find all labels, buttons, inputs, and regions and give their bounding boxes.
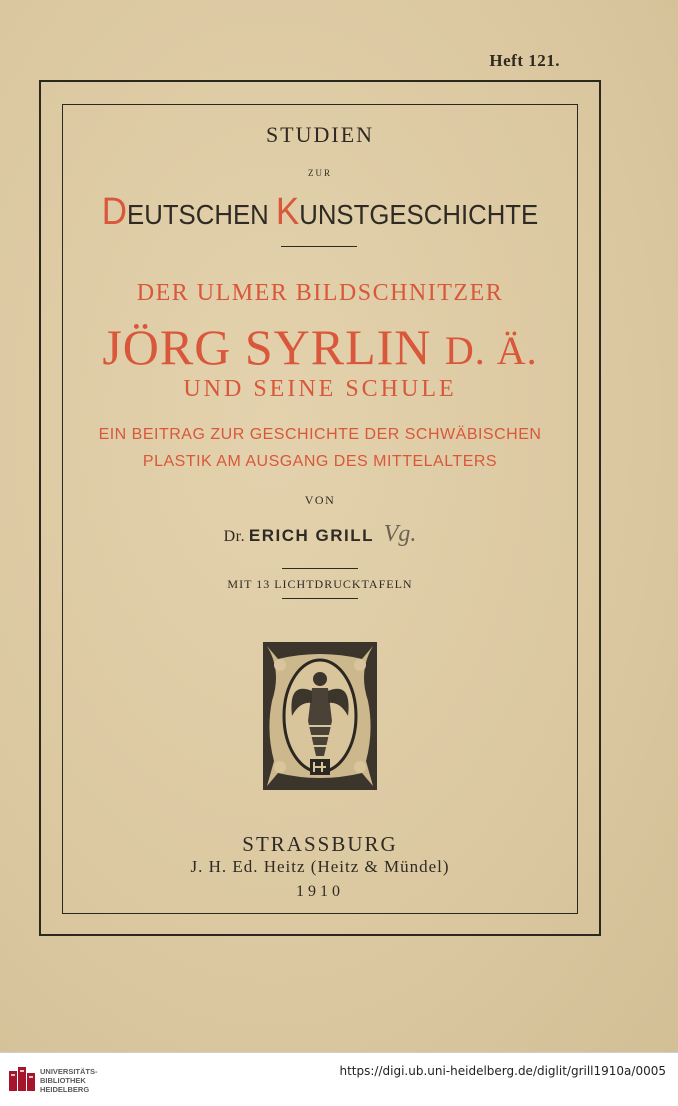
handwritten-annotation: Vg. — [383, 521, 417, 547]
divider-rule-upper — [282, 568, 358, 569]
publisher-city: STRASSBURG — [242, 832, 398, 856]
author-name: ERICH GRILL — [248, 526, 374, 545]
series-word-kunstgeschichte: UNSTGESCHICHTE — [299, 199, 539, 230]
library-name: UNIVERSITÄTS- BIBLIOTHEK HEIDELBERG — [40, 1067, 98, 1094]
plates-note: MIT 13 LICHTDRUCKTAFELN — [227, 577, 413, 591]
subtitle-line-2: PLASTIK AM AUSGANG DES MITTELALTERS — [142, 453, 498, 470]
author-prefix: Dr. — [223, 528, 246, 545]
title-suffix: D. Ä. — [444, 328, 538, 373]
series-word-deutschen: EUTSCHEN — [127, 199, 276, 230]
subtitle-line-1: EIN BEITRAG ZUR GESCHICHTE DER SCHWÄBISCHEN — [98, 426, 542, 443]
title-line-ulmer: DER ULMER BILDSCHNITZER — [136, 280, 504, 306]
title-line-seine-schule: UND SEINE SCHULE — [183, 376, 457, 402]
publisher-name: J. H. Ed. Heitz (Heitz & Mündel) — [190, 857, 450, 876]
by-label: VON — [304, 493, 336, 507]
series-line-studien: STUDIEN — [265, 122, 375, 147]
heidelberg-library-logo-icon[interactable] — [8, 1065, 36, 1093]
divider-rule-lower — [282, 598, 358, 599]
series-initial-d: D — [101, 191, 128, 233]
series-initial-k: K — [275, 191, 300, 233]
printer-device-angel-icon — [262, 641, 378, 791]
divider-rule-top — [281, 246, 357, 247]
title-joerg-syrlin: JÖRG SYRLIN — [102, 319, 432, 375]
series-title — [61, 193, 578, 231]
title-main — [60, 318, 580, 376]
viewer-footer — [0, 1052, 678, 1106]
issue-number: Heft 121. — [489, 51, 560, 70]
author-line — [70, 521, 570, 548]
publication-year: 1910 — [296, 883, 344, 900]
series-line-zur: ZUR — [308, 168, 332, 178]
permalink-url[interactable]: https://digi.ub.uni-heidelberg.de/diglit/grill1910a/0005 — [339, 1064, 666, 1078]
